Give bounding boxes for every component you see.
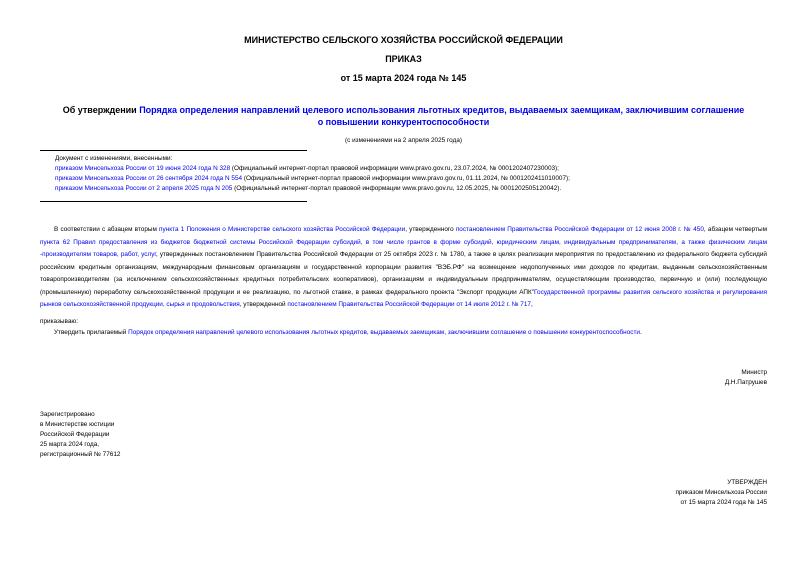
document-title (60, 104, 747, 128)
amendment-item: приказом Минсельхоза России от 26 сентября 2024 года N 554 (Официальный интернет-портал правовой информации www.pravo.gov.ru, 01.11.2024, № 0001202411010007); (55, 175, 570, 182)
registration-line: в Министерстве юстиции (40, 421, 115, 428)
registration-block (40, 410, 340, 460)
signature-block (567, 368, 767, 388)
preamble-link-2[interactable]: постановлением Правительства Российской Федерации от 12 июня 2008 г. № 450 (455, 226, 704, 233)
title-link[interactable]: Порядка определения направлений целевого использования льготных кредитов, выдаваемых заемщикам, заключившим соглашение о повышении конкурентоспособности (139, 105, 745, 127)
preamble-link-3[interactable]: пункта 62 Правил предоставления из бюджетов бюджетной системы Российской Федерации субсидий, в том числе грантов в форме субсидий, юридическим лицам, индивидуальным предпринимателям, а также физическим лицам -производителям товаров, работ, услуг (40, 238, 767, 258)
signature-name: Д.Н.Патрушев (724, 379, 767, 386)
approval-line: приказом Минсельхоза России (675, 489, 767, 496)
order-link[interactable]: Порядок определения направлений целевого использования льготных кредитов, выдаваемых заемщикам, заключившим соглашение о повышении конкурентоспособности (128, 329, 640, 336)
amendment-link[interactable]: приказом Минсельхоза России от 2 апреля 2025 года N 205 (55, 185, 233, 192)
approval-line: от 15 марта 2024 года № 145 (680, 499, 767, 506)
title-prefix: Об утверждении (62, 105, 140, 115)
document-date-number: от 15 марта 2024 года № 145 (340, 73, 467, 83)
preamble-link-1[interactable]: пункта 1 Положения о Министерстве сельского хозяйства Российской Федерации (159, 226, 406, 233)
divider-bottom (40, 201, 307, 202)
registration-line: Зарегистрировано (40, 411, 95, 418)
order-word: приказываю: (40, 318, 78, 325)
changes-note: (с изменениями на 2 апреля 2025 года) (345, 137, 462, 144)
amendments-intro: Документ с изменениями, внесенными: (55, 155, 173, 162)
amendment-link[interactable]: приказом Минсельхоза России от 26 сентября 2024 года N 554 (55, 175, 243, 182)
registration-line: 25 марта 2024 года, (40, 441, 100, 448)
amendment-item: приказом Минсельхоза России от 19 июня 2024 года N 328 (Официальный интернет-портал правовой информации www.pravo.gov.ru, 23.07.2024, № 0001202407230003); (55, 165, 559, 172)
signature-position: Министр (741, 369, 767, 376)
ministry-name: МИНИСТЕРСТВО СЕЛЬСКОГО ХОЗЯЙСТВА РОССИЙСКОЙ ФЕДЕРАЦИИ (244, 35, 563, 45)
divider-top (40, 150, 307, 151)
amendment-item: приказом Минсельхоза России от 2 апреля 2025 года N 205 (Официальный интернет-портал правовой информации www.pravo.gov.ru, 12.05.2025, № 0001202505120042). (55, 185, 562, 192)
registration-line: регистрационный № 77612 (40, 451, 121, 458)
preamble-link-5[interactable]: постановлением Правительства Российской Федерации от 14 июля 2012 г. № 717 (287, 301, 531, 308)
order-paragraph: Утвердить прилагаемый Порядок определения направлений целевого использования льготных кредитов, выдаваемых заемщикам, заключившим соглашение о повышении конкурентоспособности. (54, 329, 642, 336)
document-type: ПРИКАЗ (385, 54, 422, 64)
preamble-paragraph: В соответствии с абзацем вторым пункта 1 Положения о Министерстве сельского хозяйства Российской Федерации, утвержденного постановлением Правительства Российской Федерации от 12 июня 2008 г. № 450, абзацем четвертым пункта 62 Правил предоставления из бюджетов бюджетной системы Российской Федерации субсидий, в том числе грантов в форме субсидий, юридическим лицам, индивидуальным предпринимателям, а также физическим лицам -производителям товаров, работ, услуг, утвержденных постановлением Правительства Российской Федерации от 25 октября 2023 г. № 1780, а также в целях реализации мероприятия по предоставлению из федерального бюджета субсидий российским кредитным организациям, международным финансовым организациям и государственной корпорации развития "ВЭБ.РФ" на возмещение недополученных ими доходов по кредитам, выданным сельскохозяйственным товаропроизводителям (за исключением сельскохозяйственных кредитных потребительских кооперативов), организациям и индивидуальным предпринимателям, осуществляющим производство, первичную и (или) последующую (промышленную) переработку сельскохозяйственной продукции и ее реализацию, по льготной ставке, в рамках федерального проекта "Экспорт продукции АПК"Государственной программы развития сельского хозяйства и регулирования рынков сельскохозяйственной продукции, сырья и продовольствия, утвержденной постановлением Правительства Российской Федерации от 14 июля 2012 г. № 717, (40, 226, 767, 308)
amendments-block (55, 154, 767, 194)
registration-line: Российской Федерации (40, 431, 110, 438)
approval-line: УТВЕРЖДЕН (727, 479, 767, 486)
amendment-link[interactable]: приказом Минсельхоза России от 19 июня 2024 года N 328 (55, 165, 231, 172)
preamble-link-4[interactable]: Государственной программы развития сельского хозяйства и регулирования рынков сельскохозяйственной продукции, сырья и продовольствия (40, 288, 767, 308)
approval-block (467, 478, 767, 508)
